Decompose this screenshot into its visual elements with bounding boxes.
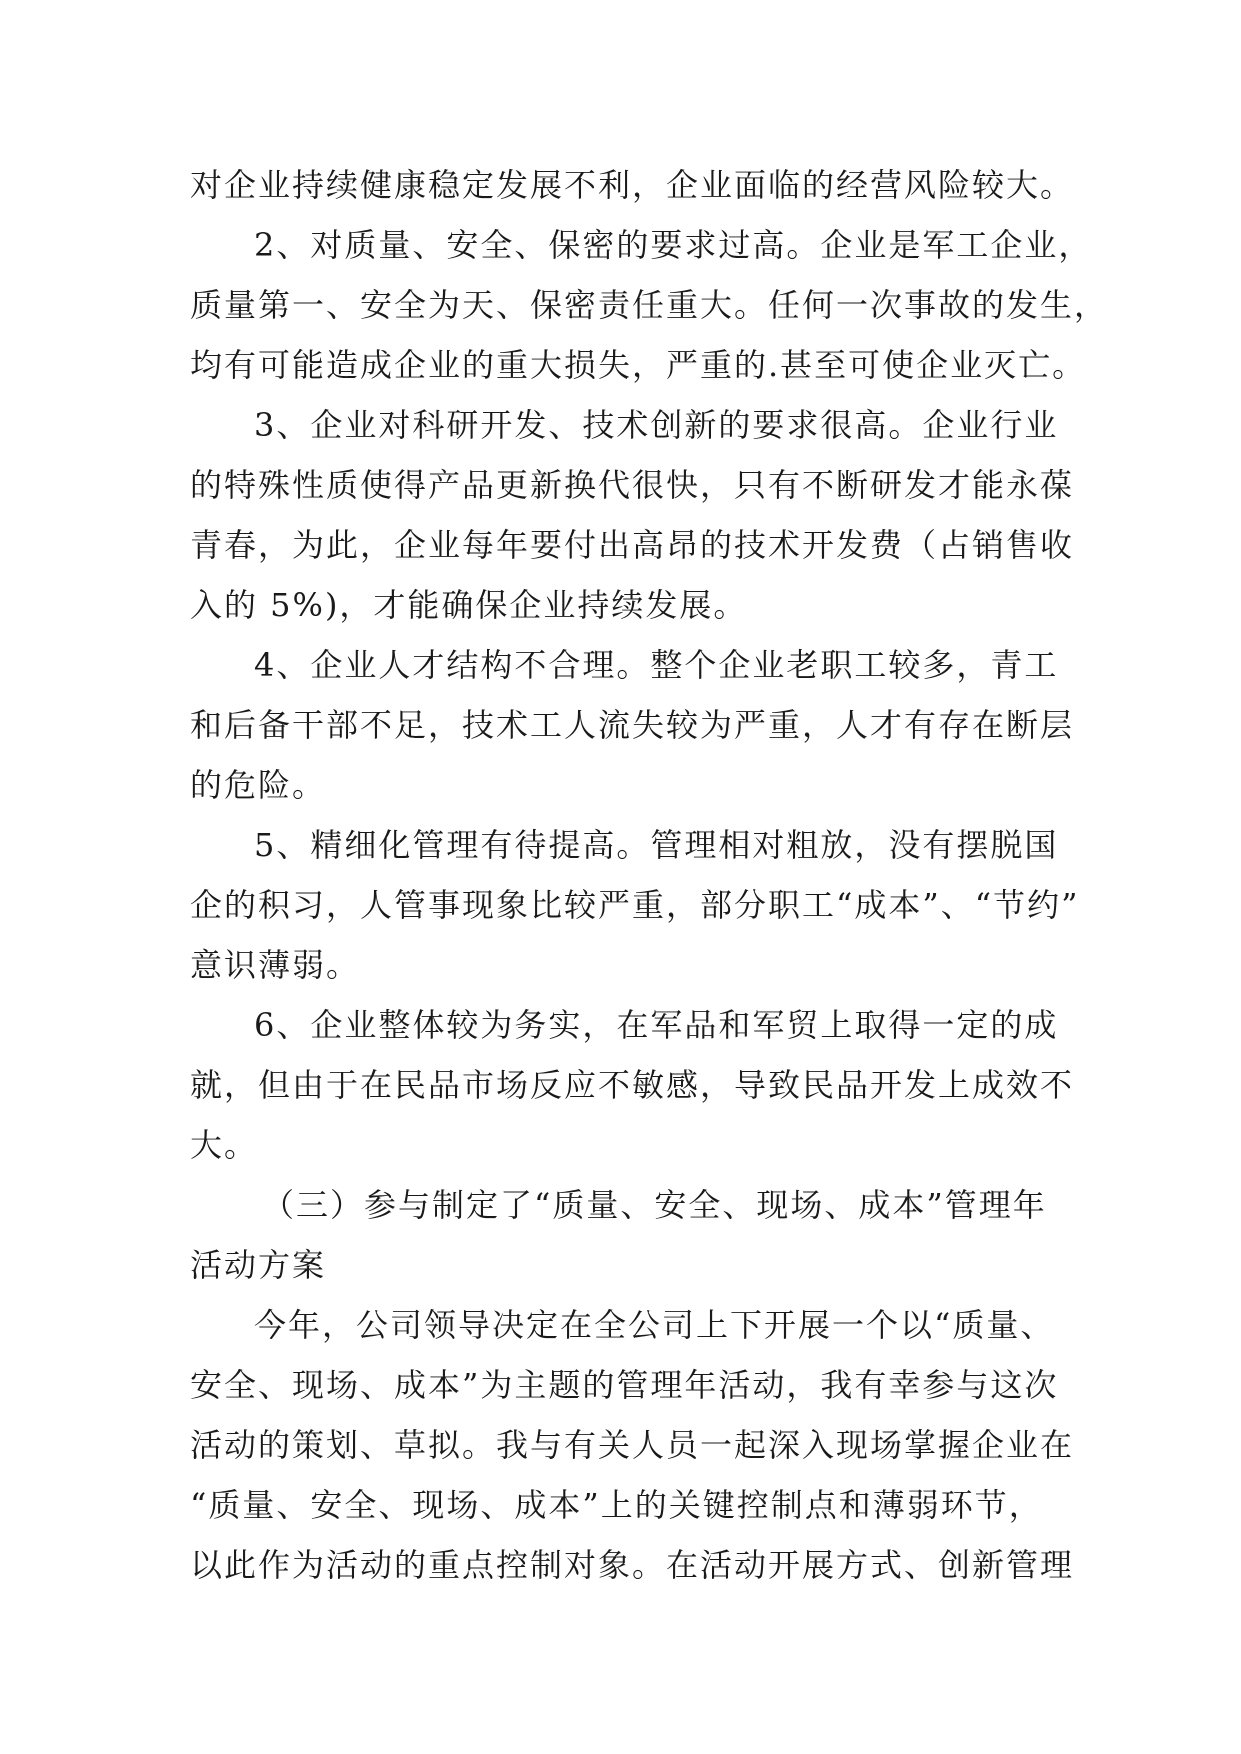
text-line: 企的积习，人管事现象比较严重，部分职工“成本”、“节约” [190, 886, 1080, 924]
text-line: 意识薄弱。 [190, 946, 361, 984]
text-line: 以此作为活动的重点控制对象。在活动开展方式、创新管理 [190, 1546, 1075, 1584]
text-line: 质量第一、安全为天、保密责任重大。任何一次事故的发生， [190, 286, 1109, 324]
text-line: 的危险。 [190, 766, 327, 804]
text-line: 入的 5%)，才能确保企业持续发展。 [190, 586, 748, 624]
text-line: 6、企业整体较为务实，在军品和军贸上取得一定的成 [254, 1006, 1059, 1044]
text-line: “质量、安全、现场、成本”上的关键控制点和薄弱环节， [190, 1486, 1043, 1524]
text-line: 4、企业人才结构不合理。整个企业老职工较多，青工 [254, 646, 1059, 684]
text-line: 就，但由于在民品市场反应不敏感，导致民品开发上成效不 [190, 1066, 1075, 1104]
text-line: 的特殊性质使得产品更新换代很快，只有不断研发才能永葆 [190, 466, 1075, 504]
text-line: 安全、现场、成本”为主题的管理年活动，我有幸参与这次 [190, 1366, 1059, 1404]
section-heading-continued: 活动方案 [190, 1246, 327, 1284]
text-line: 青春，为此，企业每年要付出高昂的技术开发费（占销售收 [190, 526, 1075, 564]
text-line: 2、对质量、安全、保密的要求过高。企业是军工企业， [254, 226, 1093, 264]
text-line: 活动的策划、草拟。我与有关人员一起深入现场掌握企业在 [190, 1426, 1075, 1464]
text-line: 均有可能造成企业的重大损失，严重的.甚至可使企业灭亡。 [190, 346, 1087, 384]
text-line: 和后备干部不足，技术工人流失较为严重，人才有存在断层 [190, 706, 1075, 744]
text-line: 5、精细化管理有待提高。管理相对粗放，没有摆脱国 [254, 826, 1059, 864]
document-body [190, 155, 1109, 1595]
section-heading: （三）参与制定了“质量、安全、现场、成本”管理年 [262, 1186, 1047, 1224]
text-line: 大。 [190, 1126, 259, 1164]
text-line: 对企业持续健康稳定发展不利，企业面临的经营风险较大。 [190, 166, 1075, 204]
text-line: 3、企业对科研开发、技术创新的要求很高。企业行业 [254, 406, 1059, 444]
text-line: 今年，公司领导决定在全公司上下开展一个以“质量、 [254, 1306, 1055, 1344]
